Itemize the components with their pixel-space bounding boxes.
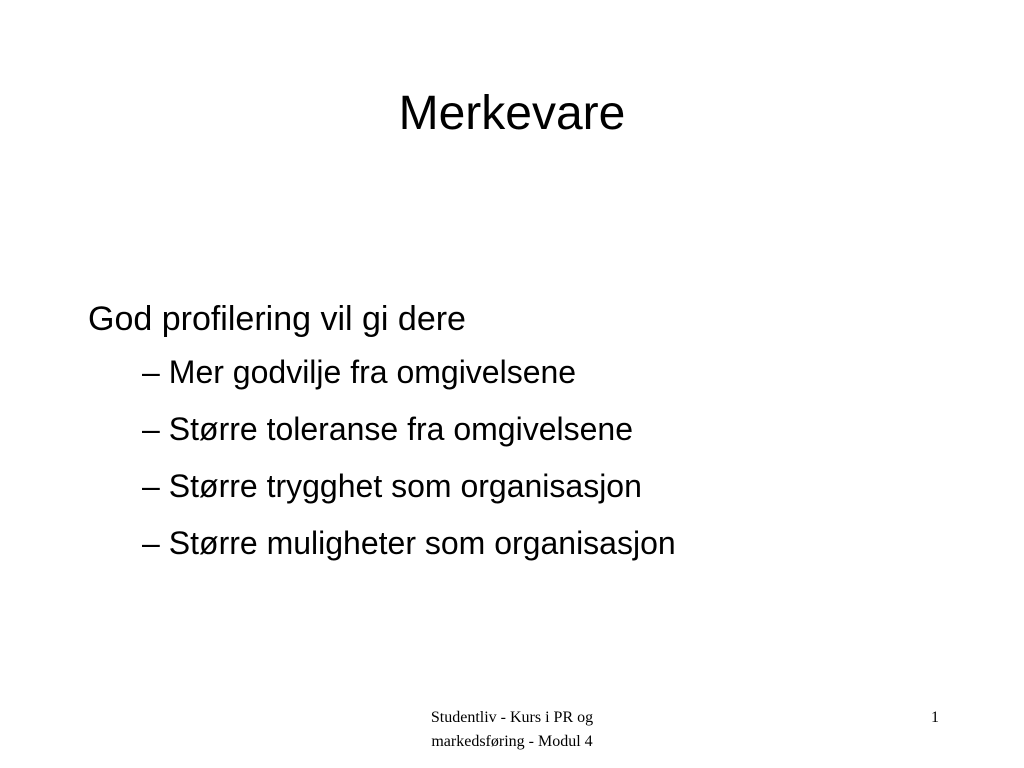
- sub-bullet-text: Større toleranse fra omgivelsene: [168, 411, 633, 447]
- dash-bullet-marker: –: [142, 525, 160, 561]
- dash-bullet-marker: –: [142, 354, 160, 390]
- sub-bullet-text: Større trygghet som organisasjon: [168, 468, 642, 504]
- sub-bullet-item: [88, 352, 988, 392]
- footer-line-2: markedsføring - Modul 4: [431, 733, 593, 750]
- slide-body: [88, 294, 988, 563]
- page-number: 1: [931, 709, 939, 726]
- dash-bullet-marker: –: [142, 468, 160, 504]
- main-bullet: God profilering vil gi dere: [88, 300, 466, 338]
- sub-bullet-item: [88, 466, 988, 506]
- sub-bullet-text: Mer godvilje fra omgivelsene: [168, 354, 577, 390]
- dash-bullet-marker: –: [142, 411, 160, 447]
- sub-bullet-text: Større muligheter som organisasjon: [168, 525, 676, 561]
- sub-bullet-list: [88, 352, 988, 563]
- sub-bullet-item: [88, 409, 988, 449]
- slide-title: Merkevare: [398, 87, 626, 140]
- footer-line-1: Studentliv - Kurs i PR og: [430, 709, 594, 726]
- sub-bullet-item: [88, 523, 988, 563]
- footer-text: [0, 706, 1024, 754]
